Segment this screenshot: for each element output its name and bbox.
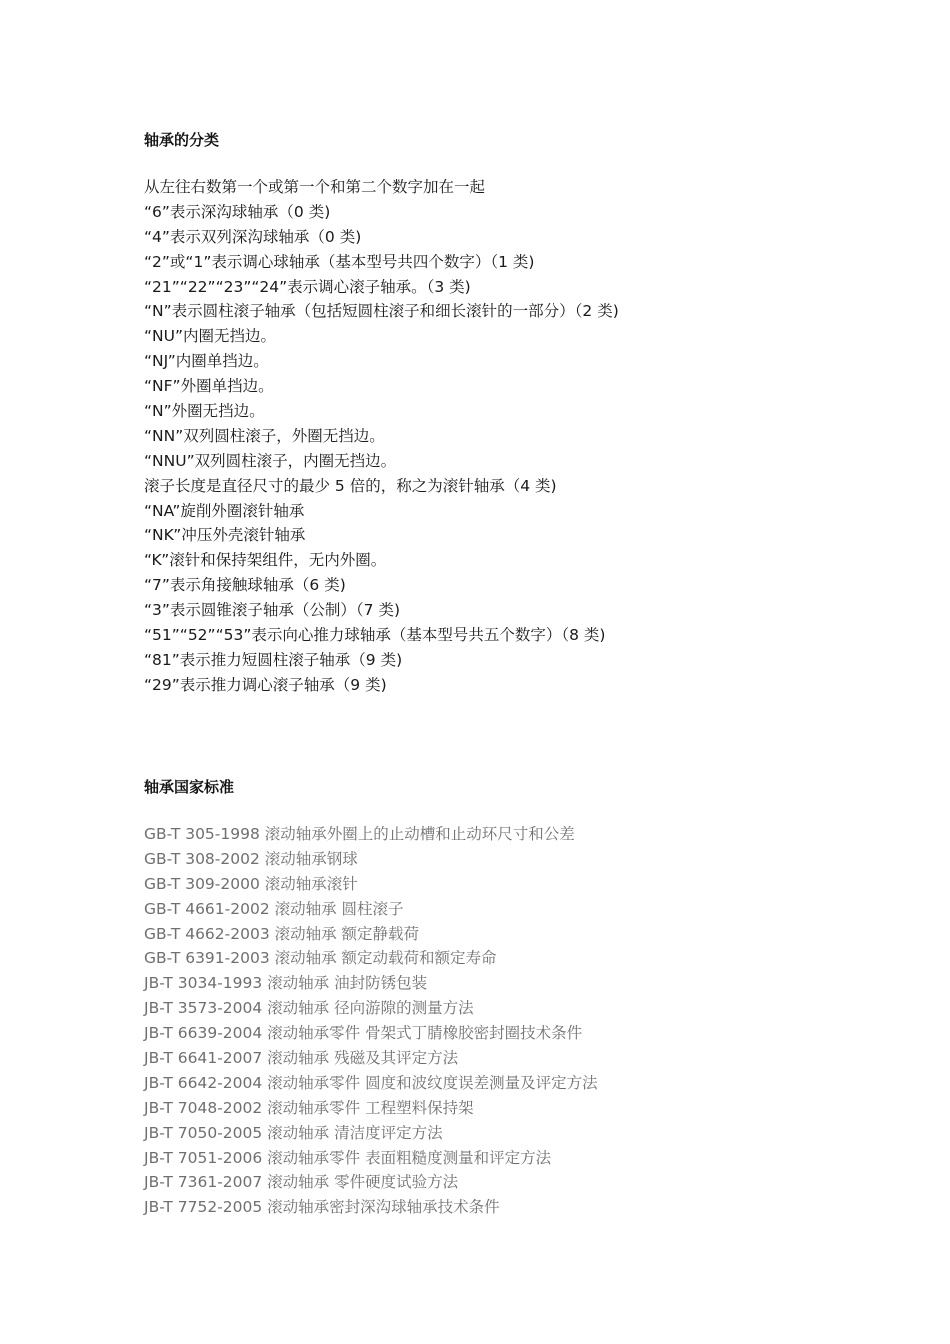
classification-heading: 轴承的分类	[144, 131, 220, 149]
classification-line: “NA”旋削外圈滚针轴承	[144, 501, 305, 520]
standard-line: GB-T 305-1998 滚动轴承外圈上的止动槽和止动环尺寸和公差	[144, 825, 575, 843]
standard-line: JB-T 6642-2004 滚动轴承零件 圆度和波纹度误差测量及评定方法	[144, 1073, 598, 1092]
classification-line: “NNU”双列圆柱滚子，内圈无挡边。	[144, 451, 397, 470]
classification-line: “K”滚针和保持架组件，无内外圈。	[144, 551, 387, 570]
standard-line: GB-T 4661-2002 滚动轴承 圆柱滚子	[144, 899, 404, 918]
standard-line: GB-T 6391-2003 滚动轴承 额定动载荷和额定寿命	[144, 949, 497, 968]
classification-line: “NK”冲压外壳滚针轴承	[144, 526, 306, 545]
classification-line: “29”表示推力调心滚子轴承（9 类)	[144, 675, 387, 694]
classification-line: 滚子长度是直径尺寸的最少 5 倍的，称之为滚针轴承（4 类)	[144, 476, 557, 495]
classification-line: “21”“22”“23”“24”表示调心滚子轴承。（3 类)	[144, 277, 471, 296]
classification-line: “N”表示圆柱滚子轴承（包括短圆柱滚子和细长滚针的一部分）（2 类)	[144, 302, 619, 321]
classification-line: “51”“52”“53”表示向心推力球轴承（基本型号共五个数字）（8 类)	[144, 626, 606, 645]
standard-line: JB-T 7050-2005 滚动轴承 清洁度评定方法	[144, 1123, 443, 1142]
classification-line: “6”表示深沟球轴承（0 类)	[144, 202, 331, 221]
classification-line: “NF”外圈单挡边。	[144, 377, 274, 396]
standard-line: GB-T 308-2002 滚动轴承钢球	[144, 849, 358, 868]
standard-line: JB-T 7048-2002 滚动轴承零件 工程塑料保持架	[144, 1098, 474, 1117]
standard-line: JB-T 7361-2007 滚动轴承 零件硬度试验方法	[144, 1173, 459, 1192]
standards-heading: 轴承国家标准	[144, 778, 235, 796]
standard-line: JB-T 3034-1993 滚动轴承 油封防锈包装	[144, 974, 428, 993]
standards-list	[144, 822, 598, 1220]
classification-line: “NU”内圈无挡边。	[144, 327, 277, 346]
standard-line: JB-T 7051-2006 滚动轴承零件 表面粗糙度测量和评定方法	[144, 1148, 552, 1167]
standard-line: JB-T 6641-2007 滚动轴承 残磁及其评定方法	[144, 1049, 459, 1068]
classification-line: “2”或“1”表示调心球轴承（基本型号共四个数字）（1 类)	[144, 252, 535, 271]
classification-line: 从左往右数第一个或第一个和第二个数字加在一起	[144, 178, 486, 196]
standard-line: GB-T 309-2000 滚动轴承滚针	[144, 874, 358, 893]
standard-line: JB-T 3573-2004 滚动轴承 径向游隙的测量方法	[144, 999, 474, 1018]
classification-line: “NJ”内圈单挡边。	[144, 352, 269, 371]
standard-line: JB-T 7752-2005 滚动轴承密封深沟球轴承技术条件	[144, 1198, 500, 1217]
standard-line: GB-T 4662-2003 滚动轴承 额定静载荷	[144, 924, 420, 943]
classification-line: “4”表示双列深沟球轴承（0 类)	[144, 227, 362, 246]
classification-line: “7”表示角接触球轴承（6 类)	[144, 576, 346, 595]
classification-line: “N”外圈无挡边。	[144, 402, 265, 421]
classification-line: “81”表示推力短圆柱滚子轴承（9 类)	[144, 650, 403, 669]
classification-line: “3”表示圆锥滚子轴承（公制）（7 类)	[144, 601, 401, 620]
classification-list	[144, 175, 619, 698]
classification-line: “NN”双列圆柱滚子，外圈无挡边。	[144, 426, 385, 445]
standard-line: JB-T 6639-2004 滚动轴承零件 骨架式丁腈橡胶密封圈技术条件	[144, 1024, 583, 1043]
